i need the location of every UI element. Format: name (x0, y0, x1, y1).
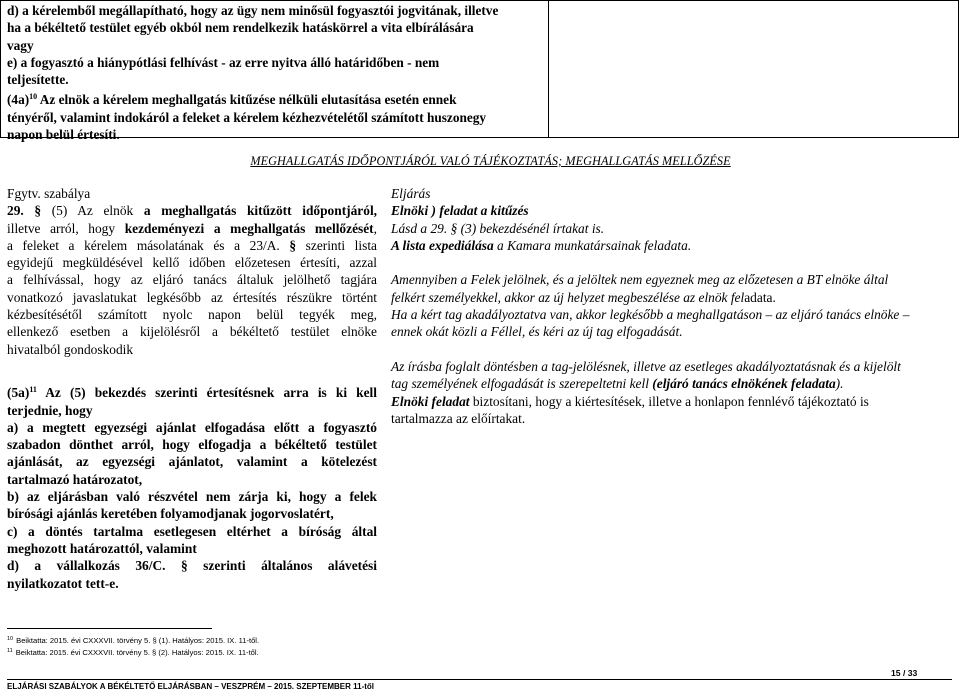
section-29-line: a feleket a kérelem másolatának és a 23/A. § szerinti lista (7, 237, 377, 253)
section-29-line: 29. § (5) Az elnök a meghallgatás kitűzött időpontjáról, (7, 203, 378, 219)
paragraph-4a-line: napon belül értesíti. (7, 127, 120, 143)
procedure-note: ennek okát közli a Féllel, és kéri az új tag elfogadását. (391, 324, 683, 340)
section-29-line: a felhívással, hogy az eljáró tanács általuk jelölhető tagjára (7, 272, 377, 288)
procedure-note: Az írásba foglalt döntésben a tag-jelölésnek, illetve az esetleges akadályoztatásnak és a kijelölt (391, 358, 901, 374)
procedure-note: A lista expediálása a Kamara munkatársainak feladata. (391, 237, 692, 253)
procedure-note: tartalmazza az előírtakat. (391, 410, 526, 426)
item-e-line: e) a fogyasztó a hiánypótlási felhívást - az erre nyitva álló határidőben - nem (7, 54, 440, 70)
procedure-note: Elnöki feladat biztosítani, hogy a kiértesítések, illetve a honlapon fennlévő tájékoztató is (391, 393, 869, 409)
paragraph-5a-line: terjednie, hogy (7, 402, 93, 418)
item-d-line: vagy (7, 37, 34, 53)
section-29-line: illetve arról, hogy kezdeményezi a meghallgatás mellőzését, (7, 220, 377, 236)
paragraph-5a-line: c) a döntés tartalma esetlegesen eltérhet a bíróság által (7, 523, 377, 539)
footnote-ref[interactable]: 10 (29, 92, 38, 102)
procedure-note: Lásd a 29. § (3) bekezdésénél írtakat is. (391, 220, 605, 236)
paragraph-5a-line: b) az eljárásban való részvétel nem zárja ki, hogy a felek (7, 489, 377, 505)
section-29-line: kézbesítésétől számított nyolc napon belül tegyék meg, (7, 307, 377, 323)
paragraph-5a-line: meghozott határozattól, valamint (7, 540, 197, 556)
section-29-line: egyidejű megküldésével kellő időben előzetesen értesíti, azzal (7, 255, 377, 271)
procedure-note: tag személyének elfogadását is szerepeltetni kell (eljáró tanács elnökének feladata). (391, 376, 844, 392)
procedure-note: Amennyiben a Felek jelölnek, és a jelöltek nem egyeznek meg az előzetesen a BT elnöke által (391, 272, 889, 288)
paragraph-5a-line: tartalmazó határozatot, (7, 471, 143, 487)
column-heading: Eljárás (391, 186, 431, 201)
law-text-column (7, 185, 377, 592)
paragraph-5a-line: ajánlását, az egyezségi ajánlatot, valamint a kötelezést (7, 454, 377, 470)
top-table-cell (0, 0, 549, 143)
procedure-note: Elnöki ) feladat a kitűzés (391, 203, 529, 219)
page-footer: ELJÁRÁSI SZABÁLYOK A BÉKÉLTETŐ ELJÁRÁSBAN – VESZPRÉM – 2015. SZEPTEMBER 11-től (7, 682, 375, 691)
paragraph-5a: (5a)$^{11}$ Az (5) bekezdés szerinti értesítésnek arra is ki kell (7, 385, 377, 401)
top-table-empty-cell (548, 0, 959, 138)
section-29-line: ellenkező esetben a kijelölésről a békéltető testület elnöke (7, 324, 377, 340)
paragraph-5a-line: d) a vállalkozás 36/C. § szerinti általános alávetési (7, 558, 377, 574)
item-d-line: ha a békéltető testület egyéb okból nem rendelkezik hatáskörrel a vita elbírálására (7, 20, 474, 36)
footnote: $^{10}$ Beiktatta: 2015. évi CXXXVII. törvény 5. § (1). Hatályos: 2015. IX. 11-től. (7, 636, 260, 645)
paragraph-5a-line: bírósági ajánlás keretében folyamodjanak jogorvoslatért, (7, 506, 334, 522)
section-29-line: hivatalból gondoskodik (7, 341, 134, 357)
paragraph-5a-line: a) a megtett egyezségi ajánlat elfogadása előtt a fogyasztó (7, 419, 377, 435)
paragraph-5a-line: szabadon dönthet arról, hogy elfogadja a békéltető testület (7, 437, 377, 453)
paragraph-5a-line: nyilatkozatot tett-e. (7, 575, 119, 591)
item-d-line: d) a kérelemből megállapítható, hogy az ügy nem minősül fogyasztói jogvitának, illetve (7, 3, 499, 18)
footnote: $^{11}$ Beiktatta: 2015. évi CXXXVII. törvény 5. § (2). Hatályos: 2015. IX. 11-től. (7, 648, 259, 657)
column-heading: Fgytv. szabálya (7, 186, 91, 201)
footnote-ref[interactable]: 11 (29, 385, 37, 395)
footnote-divider (7, 628, 212, 629)
paragraph-4a: (4a)$^{10}$ Az elnök a kérelem meghallgatás kitűzése nélküli elutasítása esetén ennek (7, 92, 457, 108)
section-29-line: vonatkozó javaslatukat legkésőbb az értesítés részükre történt (7, 289, 377, 305)
footer-divider (7, 679, 952, 680)
procedure-note: felkért személyekkel, akkor az új helyzet megbeszélése az elnök feladata. (391, 289, 776, 305)
procedure-note: Ha a kért tag akadályoztatva van, akkor legkésőbb a meghallgatáson – az eljáró tanács elnöke – (391, 307, 910, 323)
item-e-line: teljesítette. (7, 72, 69, 88)
procedure-column (391, 185, 957, 427)
section-heading: MEGHALLGATÁS IDŐPONTJÁRÓL VALÓ TÁJÉKOZTATÁS; MEGHALLGATÁS MELLŐZÉSE (250, 154, 731, 168)
page-number: 15 / 33 (891, 668, 918, 678)
paragraph-4a-line: tényéről, valamint indokáról a feleket a kérelem kézhezvételétől számított huszonegy (7, 109, 487, 125)
